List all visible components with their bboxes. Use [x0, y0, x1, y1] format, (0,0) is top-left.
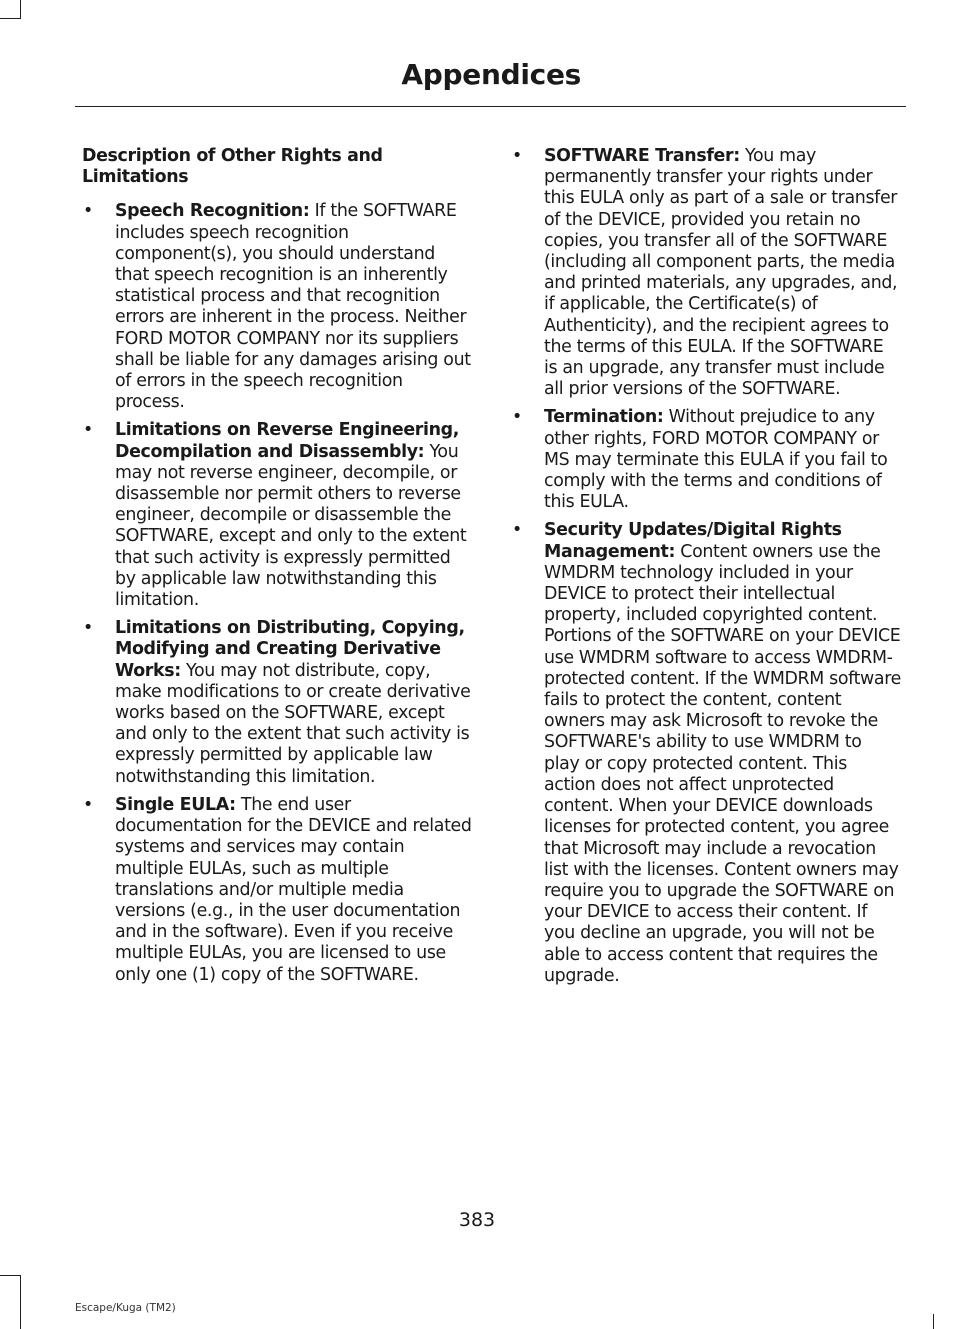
list-item [82, 420, 472, 611]
list-item [511, 407, 901, 513]
right-bullet-list [511, 146, 901, 987]
bullet-icon: • [83, 794, 93, 815]
item-term: Limitations on Reverse Engineering, Decompilation and Disassembly: [115, 420, 460, 462]
left-column [82, 146, 472, 993]
footer-document-name: Escape/Kuga (TM2) [75, 1302, 176, 1314]
left-bullet-list [82, 201, 472, 985]
bullet-icon: • [83, 420, 93, 441]
item-term: Termination: [544, 407, 664, 428]
item-text: You may not distribute, copy, make modifications to or create derivative works based on the SOFTWARE, except and only to the extent that such activity is expressly permitted by applicable law notwithstanding this limitation. [115, 660, 471, 787]
bullet-icon: • [83, 201, 93, 222]
list-item [82, 618, 472, 788]
list-item [511, 146, 901, 400]
item-text: If the SOFTWARE includes speech recognition component(s), you should understand that speech recognition is an inherently statistical process and that recognition errors are inherent in the process. Neither FORD MOTOR COMPANY nor its suppliers shall be liable for any damages arising out of errors in the speech recognition process. [115, 201, 471, 413]
crop-mark [0, 1275, 20, 1276]
item-text: You may not reverse engineer, decompile, or disassemble nor permit others to reverse engineer, decompile or disassemble the SOFTWARE, except and only to the extent that such activity is expressly permitted by applicable law notwithstanding this limitation. [115, 441, 467, 611]
crop-mark [0, 18, 20, 19]
item-term: Security Updates/Digital Rights Management: [544, 520, 842, 562]
list-item [82, 201, 472, 413]
bullet-icon: • [512, 520, 522, 541]
bullet-icon: • [512, 146, 522, 166]
page-title: Appendices [401, 58, 581, 91]
section-heading: Description of Other Rights and Limitations [82, 146, 383, 188]
list-item [82, 795, 472, 986]
item-text: You may permanently transfer your rights under this EULA only as part of a sale or transfer of the DEVICE, provided you retain no copies, you transfer all of the SOFTWARE (including all component parts, the media and printed materials, any upgrades, and, if applicable, the Certificate(s) of Authenticity), and the recipient agrees to the terms of this EULA. If the SOFTWARE is an upgrade, any transfer must include all prior versions of the SOFTWARE. [544, 146, 898, 400]
item-term: Limitations on Distributing, Copying, Modifying and Creating Derivative Works: [115, 618, 465, 681]
bullet-icon: • [83, 618, 93, 639]
item-text: Without prejudice to any other rights, FORD MOTOR COMPANY or MS may terminate this EULA if you fail to comply with the terms and conditions of this EULA. [544, 407, 888, 513]
right-column [511, 146, 901, 994]
crop-mark [20, 0, 21, 19]
item-term: Speech Recognition: [115, 201, 310, 222]
list-item [511, 520, 901, 986]
header-divider [75, 106, 906, 107]
item-text: The end user documentation for the DEVICE and related systems and services may contain multiple EULAs, such as multiple translations and/or multiple media versions (e.g., in the user documentation and in the software). Even if you receive multiple EULAs, you are licensed to use only one (1) copy of the SOFTWARE. [115, 794, 472, 985]
item-term: SOFTWARE Transfer: [544, 146, 740, 166]
crop-mark [933, 1314, 934, 1329]
item-term: Single EULA: [115, 794, 236, 815]
item-text: Content owners use the WMDRM technology included in your DEVICE to protect their intellectual property, included copyrighted content. Portions of the SOFTWARE on your DEVICE use WMDRM software to access WMDRM-protected content. If the WMDRM software fails to protect the content, content owners may ask Microsoft to revoke the SOFTWARE's ability to use WMDRM to play or copy protected content. This action does not affect unprotected content. When your DEVICE downloads licenses for protected content, you agree that Microsoft may include a revocation list with the licenses. Content owners may require you to upgrade the SOFTWARE on your DEVICE to access their content. If you decline an upgrade, you will not be able to access content that requires the upgrade. [544, 541, 901, 986]
page-number: 383 [458, 1209, 496, 1231]
bullet-icon: • [512, 407, 522, 428]
crop-mark [20, 1275, 21, 1329]
